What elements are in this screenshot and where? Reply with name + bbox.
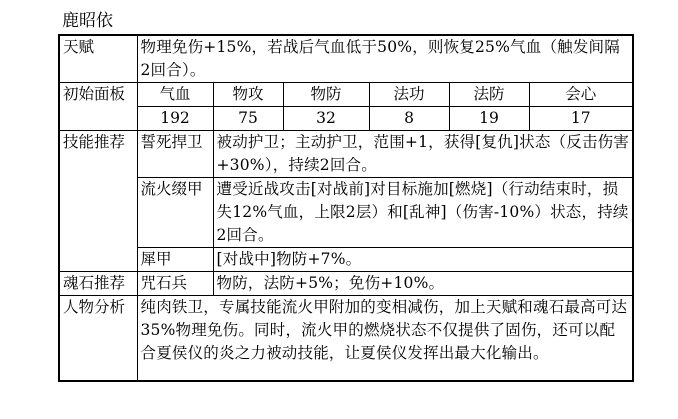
base-stats-value-row	[59, 107, 633, 131]
skill-row	[59, 178, 633, 248]
skill-desc: [对战中]物防+7%。	[213, 248, 633, 272]
stat-header-hp: 气血	[137, 83, 213, 107]
skill-name: 流火缀甲	[137, 178, 213, 248]
skill-row	[59, 248, 633, 272]
skill-row	[59, 131, 633, 178]
character-info-table	[58, 34, 634, 382]
soulstone-row	[59, 272, 633, 296]
stat-value-pdef: 32	[283, 107, 369, 131]
stat-value-hp: 192	[137, 107, 213, 131]
stat-value-patk: 75	[213, 107, 283, 131]
skill-name: 誓死捍卫	[137, 131, 213, 178]
stat-header-mdef: 法防	[449, 83, 529, 107]
skill-desc: 被动护卫；主动护卫，范围+1，获得[复仇]状态（反击伤害+30%），持续2回合。	[213, 131, 633, 178]
character-name: 鹿昭依	[62, 11, 113, 31]
stat-value-matk: 8	[369, 107, 449, 131]
stat-header-pdef: 物防	[283, 83, 369, 107]
talent-label: 天赋	[59, 35, 137, 83]
talent-row	[59, 35, 633, 83]
stat-header-patk: 物攻	[213, 83, 283, 107]
soulstone-name: 咒石兵	[137, 272, 213, 296]
soulstone-desc: 物防，法防+5%；免伤+10%。	[213, 272, 633, 296]
soulstone-label: 魂石推荐	[59, 272, 137, 296]
talent-text: 物理免伤+15%，若战后气血低于50%，则恢复25%气血（触发间隔2回合）。	[137, 35, 633, 83]
analysis-row	[59, 296, 633, 382]
skills-label: 技能推荐	[59, 131, 137, 272]
analysis-text: 纯肉铁卫，专属技能流火甲附加的变相减伤，加上天赋和魂石最高可达35%物理免伤。同时，流火甲的燃烧状态不仅提供了固伤，还可以配合夏侯仪的炎之力被动技能，让夏侯仪发挥出最大化输出。	[140, 298, 628, 362]
base-stats-header-row	[59, 83, 633, 107]
stat-value-crit: 17	[529, 107, 633, 131]
stat-header-matk: 法功	[369, 83, 449, 107]
stat-value-mdef: 19	[449, 107, 529, 131]
skill-name: 犀甲	[137, 248, 213, 272]
base-stats-label: 初始面板	[59, 83, 137, 131]
stat-header-crit: 会心	[529, 83, 633, 107]
skill-desc: 遭受近战攻击[对战前]对目标施加[燃烧]（行动结束时，损失12%气血，上限2层）和[乱神]（伤害-10%）状态，持续2回合。	[213, 178, 633, 248]
analysis-label: 人物分析	[59, 296, 137, 382]
